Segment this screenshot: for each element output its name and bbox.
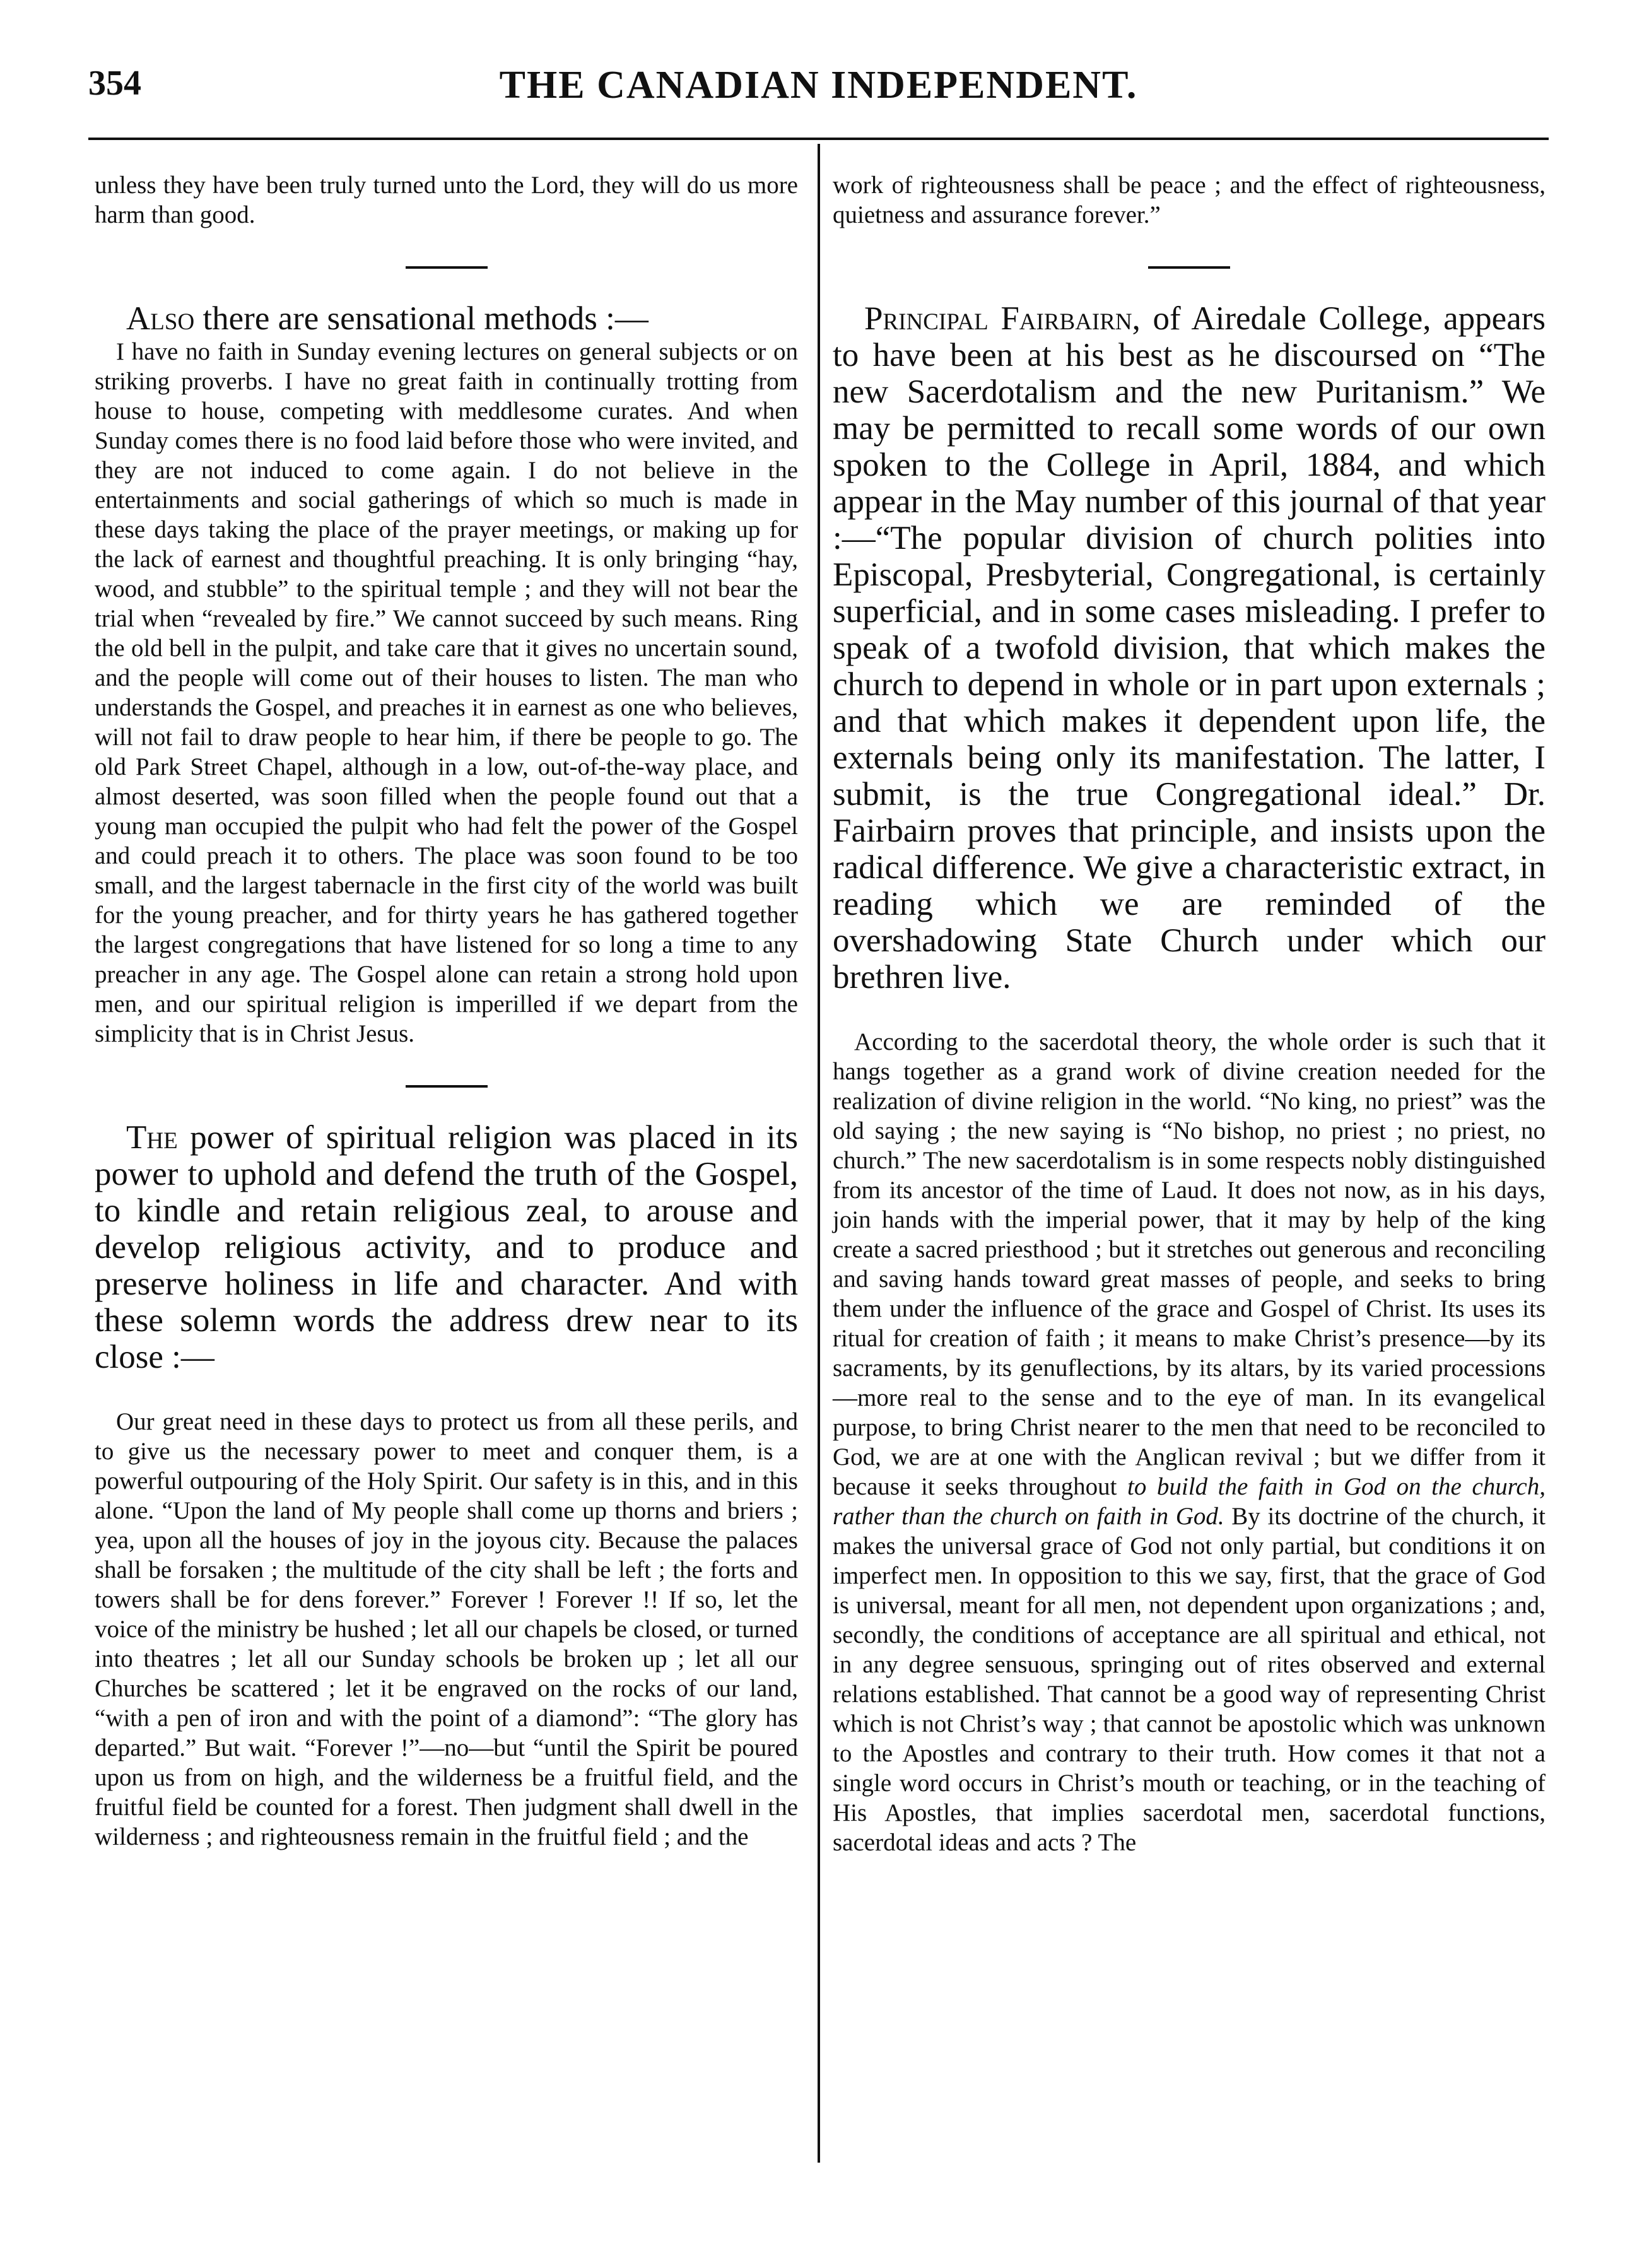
spacer	[833, 996, 1546, 1027]
paragraph-continuation: unless they have been truly turned unto the Lord, they will do us more harm than good.	[95, 172, 798, 228]
page-header	[88, 63, 1549, 120]
section-separator	[406, 1085, 488, 1088]
left-column	[95, 170, 798, 1852]
running-title: THE CANADIAN INDEPENDENT.	[499, 64, 1138, 107]
section-separator	[1148, 266, 1230, 269]
spacer	[95, 1375, 798, 1407]
paragraph-principal-fairbairn	[833, 300, 1546, 996]
section-separator	[406, 266, 488, 269]
paragraph-text: power of spiritual religion was placed in its power to uphold and defend the truth of the Gospel, to kindle and retain religious zeal, to arouse and develop religious activity, and to produce and preserve holiness in life and character. And with these solemn words the address drew near to its close :—	[95, 1119, 798, 1375]
lead-in-word: Also	[126, 300, 195, 337]
extract-text: By its doctrine of the church, it makes the universal grace of God not only partial, but conditions it on imperfect men. In opposition to this we say, first, that the grace of God is universal, meant for all men, not dependent upon organizations ; and, secondly, the conditions of acceptance are all spiritual and ethical, not in any degree sensuous, springing out of rites observed and external relations established. That cannot be a good way of representing Christ which is not Christ’s way ; that cannot be apostolic which was unknown to the Apostles and contrary to their truth. How comes it that not a single word occurs in Christ’s mouth or teaching, or in the teaching of His Apostles, that implies sacerdotal men, sacerdotal functions, sacerdotal ideas and acts ? The	[833, 1503, 1546, 1856]
extract-italic-text: to build the faith in God on the church, rather than the church on faith in God.	[833, 1473, 1546, 1530]
paragraph-spiritual-religion	[95, 1119, 798, 1375]
page-number: 354	[88, 64, 141, 103]
header-rule	[88, 138, 1549, 140]
paragraph-text: there are sensational methods :—	[194, 300, 648, 337]
quoted-paragraph: Our great need in these days to protect us from all these perils, and to give us the necessary power to meet and conquer them, is a powerful outpouring of the Holy Spirit. Our safety is in this, and in this alone. “Upon the land of My people shall come up thorns and briers ; yea, upon all the houses of joy in the joyous city. Because the palaces shall be forsaken ; the multitude of the city shall be left ; the forts and towers shall be for dens forever.” Forever ! Forever !! If so, let the voice of the ministry be hushed ; let all our chapels be closed, or turned into theatres ; let all our Sunday schools be broken up ; let all our Churches be scattered ; let it be engraved on the rocks of our land, “with a pen of iron and with the point of a diamond”: “The glory has departed.” But wait. “Forever !”—no—but “until the Spirit be poured upon us from on high, and the wilderness be a fruitful field, and the fruitful field be counted for a forest. Then judgment shall dwell in the wilderness ; and righteousness remain in the fruitful field ; and the	[95, 1408, 798, 1850]
right-column	[833, 170, 1546, 1857]
lead-in-name: Principal Fairbairn,	[864, 300, 1141, 337]
quoted-paragraph: I have no faith in Sunday evening lectures on general subjects or on striking proverbs. I have no great faith in continually trotting from house to house, competing with meddlesome curates. And when Sunday comes there is no food laid before those who were invited, and they are not induced to come again. I do not believe in the entertainments and social gatherings of which so much is made in these days taking the place of the prayer meetings, or making up for the lack of earnest and thoughtful preaching. It is only bringing “hay, wood, and stubble” to the spiritual temple ; and they will not bear the trial when “revealed by fire.” We cannot succeed by such means. Ring the old bell in the pulpit, and take care that it gives no uncertain sound, and the people will come out of their houses to listen. The man who understands the Gospel, and preaches it in earnest as one who believes, will not fail to draw people to hear him, if there be people to go. The old Park Street Chapel, although in a low, out-of-the-way place, and almost deserted, was soon filled when the people found out that a young man occupied the pulpit who had felt the power of the Gospel and could preach it to others. The place was soon found to be too small, and the largest tabernacle in the first city of the world was built for the young preacher, and for thirty years he has gathered together the largest congregations that have listened for so long a time to any preacher in any age. The Gospel alone can retain a strong hold upon men, and our spiritual religion is imperilled if we depart from the simplicity that is in Christ Jesus.	[95, 338, 798, 1047]
lead-in-word: The	[126, 1119, 178, 1156]
paragraph-text: of Airedale College, appears to have been at his best as he discoursed on “The new Sacerdotalism and the new Puritanism.” We may be permitted to recall some words of our own spoken to the College in April, 1884, and which appear in the May number of this journal of that year :—“The popular division of church polities into Episcopal, Presbyterial, Congregational, is certainly superficial, and in some cases misleading. I prefer to speak of a twofold division, that which makes the church to depend in whole or in part upon externals ; and that which makes it dependent upon life, the externals being only its manifestation. The latter, I submit, is the true Congregational ideal.” Dr. Fairbairn proves that principle, and insists upon the radical difference. We give a characteristic extract, in reading which we are reminded of the overshadowing State Church under which our brethren live.	[833, 300, 1546, 996]
paragraph-intro-sensational-methods	[95, 300, 798, 337]
paragraph-continuation: work of righteousness shall be peace ; and the effect of righteousness, quietness and assurance forever.”	[833, 172, 1546, 228]
quoted-extract	[833, 1027, 1546, 1857]
extract-text: According to the sacerdotal theory, the whole order is such that it hangs together as a grand work of divine creation needed for the realization of divine religion in the world. “No king, no priest” was the old saying ; the new saying is “No bishop, no priest ; no priest, no church.” The new sacerdotalism is in some respects nobly distinguished from its ancestor of the time of Laud. It does not now, as in his days, join hands with the imperial power, that it may by help of the king create a sacred priesthood ; but it stretches out generous and reconciling and saving hands toward great masses of people, and seeks to bring them under the influence of the grace and Gospel of Christ. Its uses its ritual for creation of faith ; it means to make Christ’s presence—by its sacraments, by its genuflections, by its altars, by its varied processions—more real to the sense and to the eye of man. In its evangelical purpose, to bring Christ nearer to the men that need to be reconciled to God, we are at one with the Anglican revival ; but we differ from it because it seeks throughout	[833, 1028, 1546, 1500]
column-divider	[818, 144, 820, 2163]
